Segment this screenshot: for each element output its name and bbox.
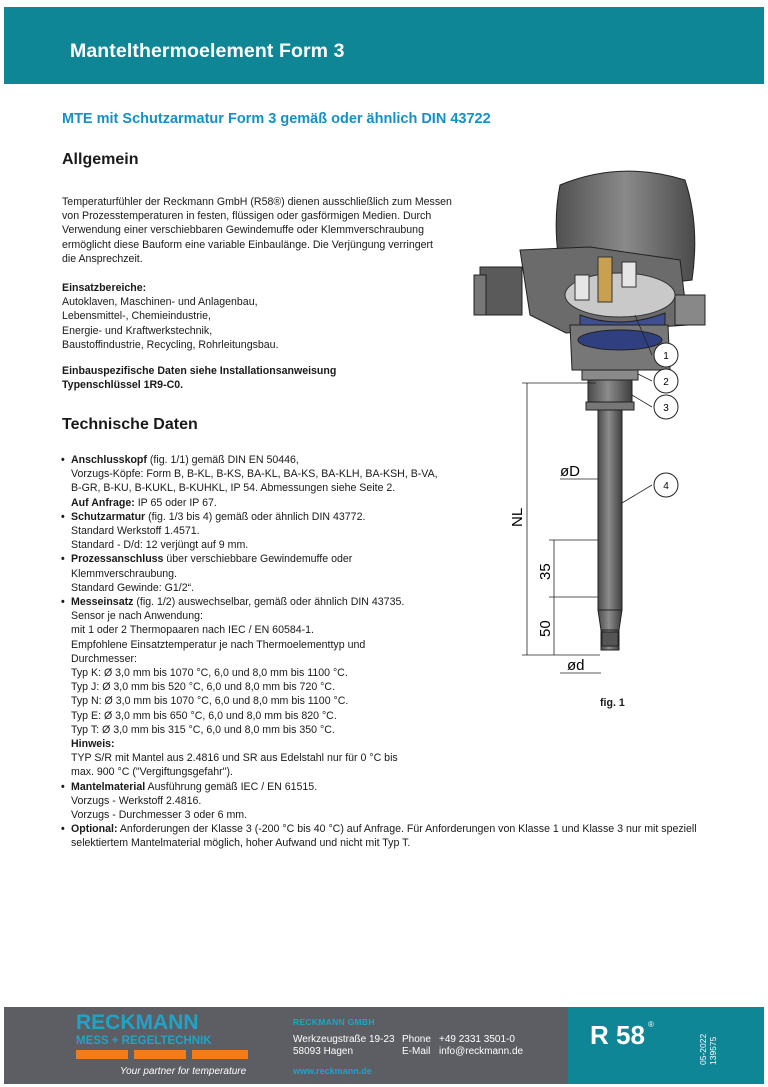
tech-item-line — [62, 808, 697, 822]
address-city: 58093 Hagen — [293, 1046, 354, 1057]
tech-item-lead-line — [62, 780, 697, 794]
callout-4-label: 4 — [663, 481, 669, 492]
thermocouple-drawing — [470, 165, 730, 725]
tech-item-text: Typ J: Ø 3,0 mm bis 520 °C, 6,0 und 8,0 mm bis 720 °C. — [71, 681, 336, 694]
callout-3-label: 3 — [663, 403, 669, 414]
logo-subline: MESS + REGELTECHNIK — [76, 1035, 212, 1047]
tech-item-text: Durchmesser: — [71, 652, 137, 665]
address-street: Werkzeugstraße 19-23 — [293, 1034, 395, 1045]
callout-2-label: 2 — [663, 377, 669, 388]
doc-date: 05-2022 — [698, 1033, 708, 1065]
tech-item-text: Standard - D/d: 12 verjüngt auf 9 mm. — [71, 539, 249, 552]
tech-item-text: max. 900 °C ("Vergiftungsgefahr"). — [71, 766, 233, 779]
tech-item-term: Mantelmaterial — [71, 780, 146, 793]
tech-item-line — [62, 836, 697, 850]
brand-mark: R 58 — [590, 1020, 645, 1050]
tech-item-text: mit 1 oder 2 Thermopaaren nach IEC / EN 60584-1. — [71, 624, 315, 637]
brand-block — [568, 1007, 764, 1084]
section-heading-allgemein: Allgemein — [62, 151, 139, 168]
tech-item-text: (fig. 1/1) gemäß DIN EN 50446, — [146, 454, 299, 466]
tech-item-text: (fig. 1/3 bis 4) gemäß oder ähnlich DIN 43772. — [145, 510, 366, 523]
tech-item-line — [62, 737, 697, 751]
company-address — [293, 1034, 395, 1058]
callout-4 — [654, 473, 678, 497]
callout-3 — [654, 395, 678, 419]
intro-line: die Ansprechzeit. — [62, 252, 143, 265]
callout-1 — [654, 343, 678, 367]
page-footer — [4, 1007, 764, 1084]
tech-item-text: Klemmverschraubung. — [71, 567, 177, 580]
phone-number: +49 2331 3501-0 — [439, 1034, 515, 1045]
brand-registered: ® — [648, 1020, 654, 1029]
einsatz-heading: Einsatzbereiche: — [62, 282, 147, 294]
tech-item-text: Sensor je nach Anwendung: — [71, 610, 203, 623]
einsatz-block — [62, 281, 279, 352]
intro-paragraph — [62, 195, 452, 266]
tech-item-term: Messeinsatz — [71, 596, 134, 609]
tech-item-text: Vorzugs-Köpfe: Form B, B-KL, B-KS, BA-KL, BA-KS, BA-KLH, BA-KSH, B-VA, — [71, 468, 438, 481]
connection-head — [474, 171, 705, 370]
tech-item-text: TYP S/R mit Mantel aus 2.4816 und SR aus Edelstahl nur für 0 °C bis — [71, 752, 398, 765]
tech-item-lead-line — [62, 822, 697, 836]
logo-wordmark: RECKMANN — [76, 1011, 199, 1034]
tech-item-text: Typ E: Ø 3,0 mm bis 650 °C, 6,0 und 8,0 mm bis 820 °C. — [71, 709, 337, 722]
page-header — [4, 7, 764, 84]
einsatz-line: Energie- und Kraftwerkstechnik, — [62, 324, 213, 337]
tech-item-text: Standard Werkstoff 1.4571. — [71, 525, 200, 538]
dim-50: 50 — [537, 620, 554, 637]
intro-line: von Prozesstemperaturen in festen, flüssigen oder gasförmigen Medien. Durch — [62, 210, 432, 223]
tech-item-text: Typ K: Ø 3,0 mm bis 1070 °C, 6,0 und 8,0 mm bis 1100 °C. — [71, 667, 348, 680]
intro-line: Temperaturfühler der Reckmann GmbH (R58®) dienen ausschließlich zum Messen — [62, 196, 452, 208]
section-heading-technische-daten: Technische Daten — [62, 416, 198, 433]
page-title: Mantelthermoelement Form 3 — [70, 40, 345, 62]
tech-item-text: Ausführung gemäß IEC / EN 61515. — [145, 780, 318, 793]
einsatz-line: Lebensmittel-, Chemieindustrie, — [62, 310, 211, 323]
doc-number: 139575 — [708, 1036, 718, 1065]
tech-item-line — [62, 765, 697, 779]
website-link[interactable]: www.reckmann.de — [293, 1066, 372, 1076]
tech-item-text: Typ T: Ø 3,0 mm bis 315 °C, 6,0 und 8,0 mm bis 350 °C. — [71, 723, 335, 736]
dim-outer-diameter: øD — [560, 463, 580, 480]
process-connection — [582, 370, 638, 410]
dimension-lines — [522, 383, 601, 673]
einsatz-line: Autoklaven, Maschinen- und Anlagenbau, — [62, 296, 258, 309]
tech-item-text: Anforderungen der Klasse 3 (-200 °C bis 40 °C) auf Anfrage. Für Anforderungen von Klasse 1 und Klasse 3 nur mit speziell — [117, 823, 697, 836]
email-address[interactable]: info@reckmann.de — [439, 1046, 524, 1057]
tech-item-text: Vorzugs - Durchmesser 3 oder 6 mm. — [71, 809, 248, 822]
tech-item-text: IP 65 oder IP 67. — [134, 496, 217, 509]
dim-35: 35 — [537, 563, 554, 580]
tech-item-text: B-GR, B-KU, B-KUKL, B-KUHKL, IP 54. Abmessungen siehe Seite 2. — [71, 482, 396, 495]
callout-1-label: 1 — [663, 351, 669, 362]
install-block — [62, 364, 336, 392]
intro-line: Verwendung einer verschiebbaren Gewindemuffe oder Klemmverschraubung — [62, 224, 424, 237]
tech-item-text: Standard Gewinde: G1/2“. — [71, 581, 195, 594]
tech-item-text: Typ N: Ø 3,0 mm bis 1070 °C, 6,0 und 8,0 mm bis 1100 °C. — [71, 695, 349, 708]
install-line: Einbauspezifische Daten siehe Installationsanweisung — [62, 365, 337, 377]
tech-item-text: über verschiebbare Gewindemuffe oder — [163, 553, 353, 566]
protection-tube — [598, 410, 622, 650]
tech-item-text: selektiertem Mantelmaterial möglich, hoher Aufwand und nicht mit Typ T. — [71, 837, 411, 850]
doc-date-number — [698, 995, 718, 1065]
tech-item-term: Auf Anfrage: — [71, 496, 135, 509]
tech-item-text: Empfohlene Einsatztemperatur je nach Thermoelementtyp und — [71, 638, 366, 651]
einsatz-line: Baustoffindustrie, Recycling, Rohrleitungsbau. — [62, 338, 279, 351]
email-label: E-Mail — [402, 1046, 431, 1057]
typ-line: Typenschlüssel 1R9-C0. — [62, 379, 184, 392]
dim-inner-diameter: ød — [567, 657, 585, 674]
figure-caption: fig. 1 — [600, 697, 625, 709]
tech-item-text: Vorzugs - Werkstoff 2.4816. — [71, 794, 202, 807]
phone-label: Phone — [402, 1034, 431, 1045]
intro-line: ermöglicht diese Bauform eine variable Einbaulänge. Die Verjüngung verringert — [62, 238, 433, 251]
product-subtitle: MTE mit Schutzarmatur Form 3 gemäß oder ähnlich DIN 43722 — [62, 111, 491, 127]
tech-item-term: Prozessanschluss — [71, 553, 164, 566]
tech-item-text: (fig. 1/2) auswechselbar, gemäß oder ähnlich DIN 43735. — [133, 596, 405, 609]
tech-item-term: Schutzarmatur — [71, 510, 146, 523]
tech-item-line — [62, 794, 697, 808]
tech-item-line — [62, 751, 697, 765]
tech-item-term: Hinweis: — [71, 738, 115, 751]
company-contact — [402, 1034, 523, 1058]
tagline: Your partner for temperature — [120, 1066, 247, 1077]
company-name: RECKMANN GMBH — [293, 1017, 375, 1027]
callout-2 — [654, 369, 678, 393]
dim-nominal-length: NL — [509, 507, 526, 527]
tech-item-term: Optional: — [71, 823, 118, 836]
tech-item-term: Anschlusskopf — [71, 454, 147, 466]
